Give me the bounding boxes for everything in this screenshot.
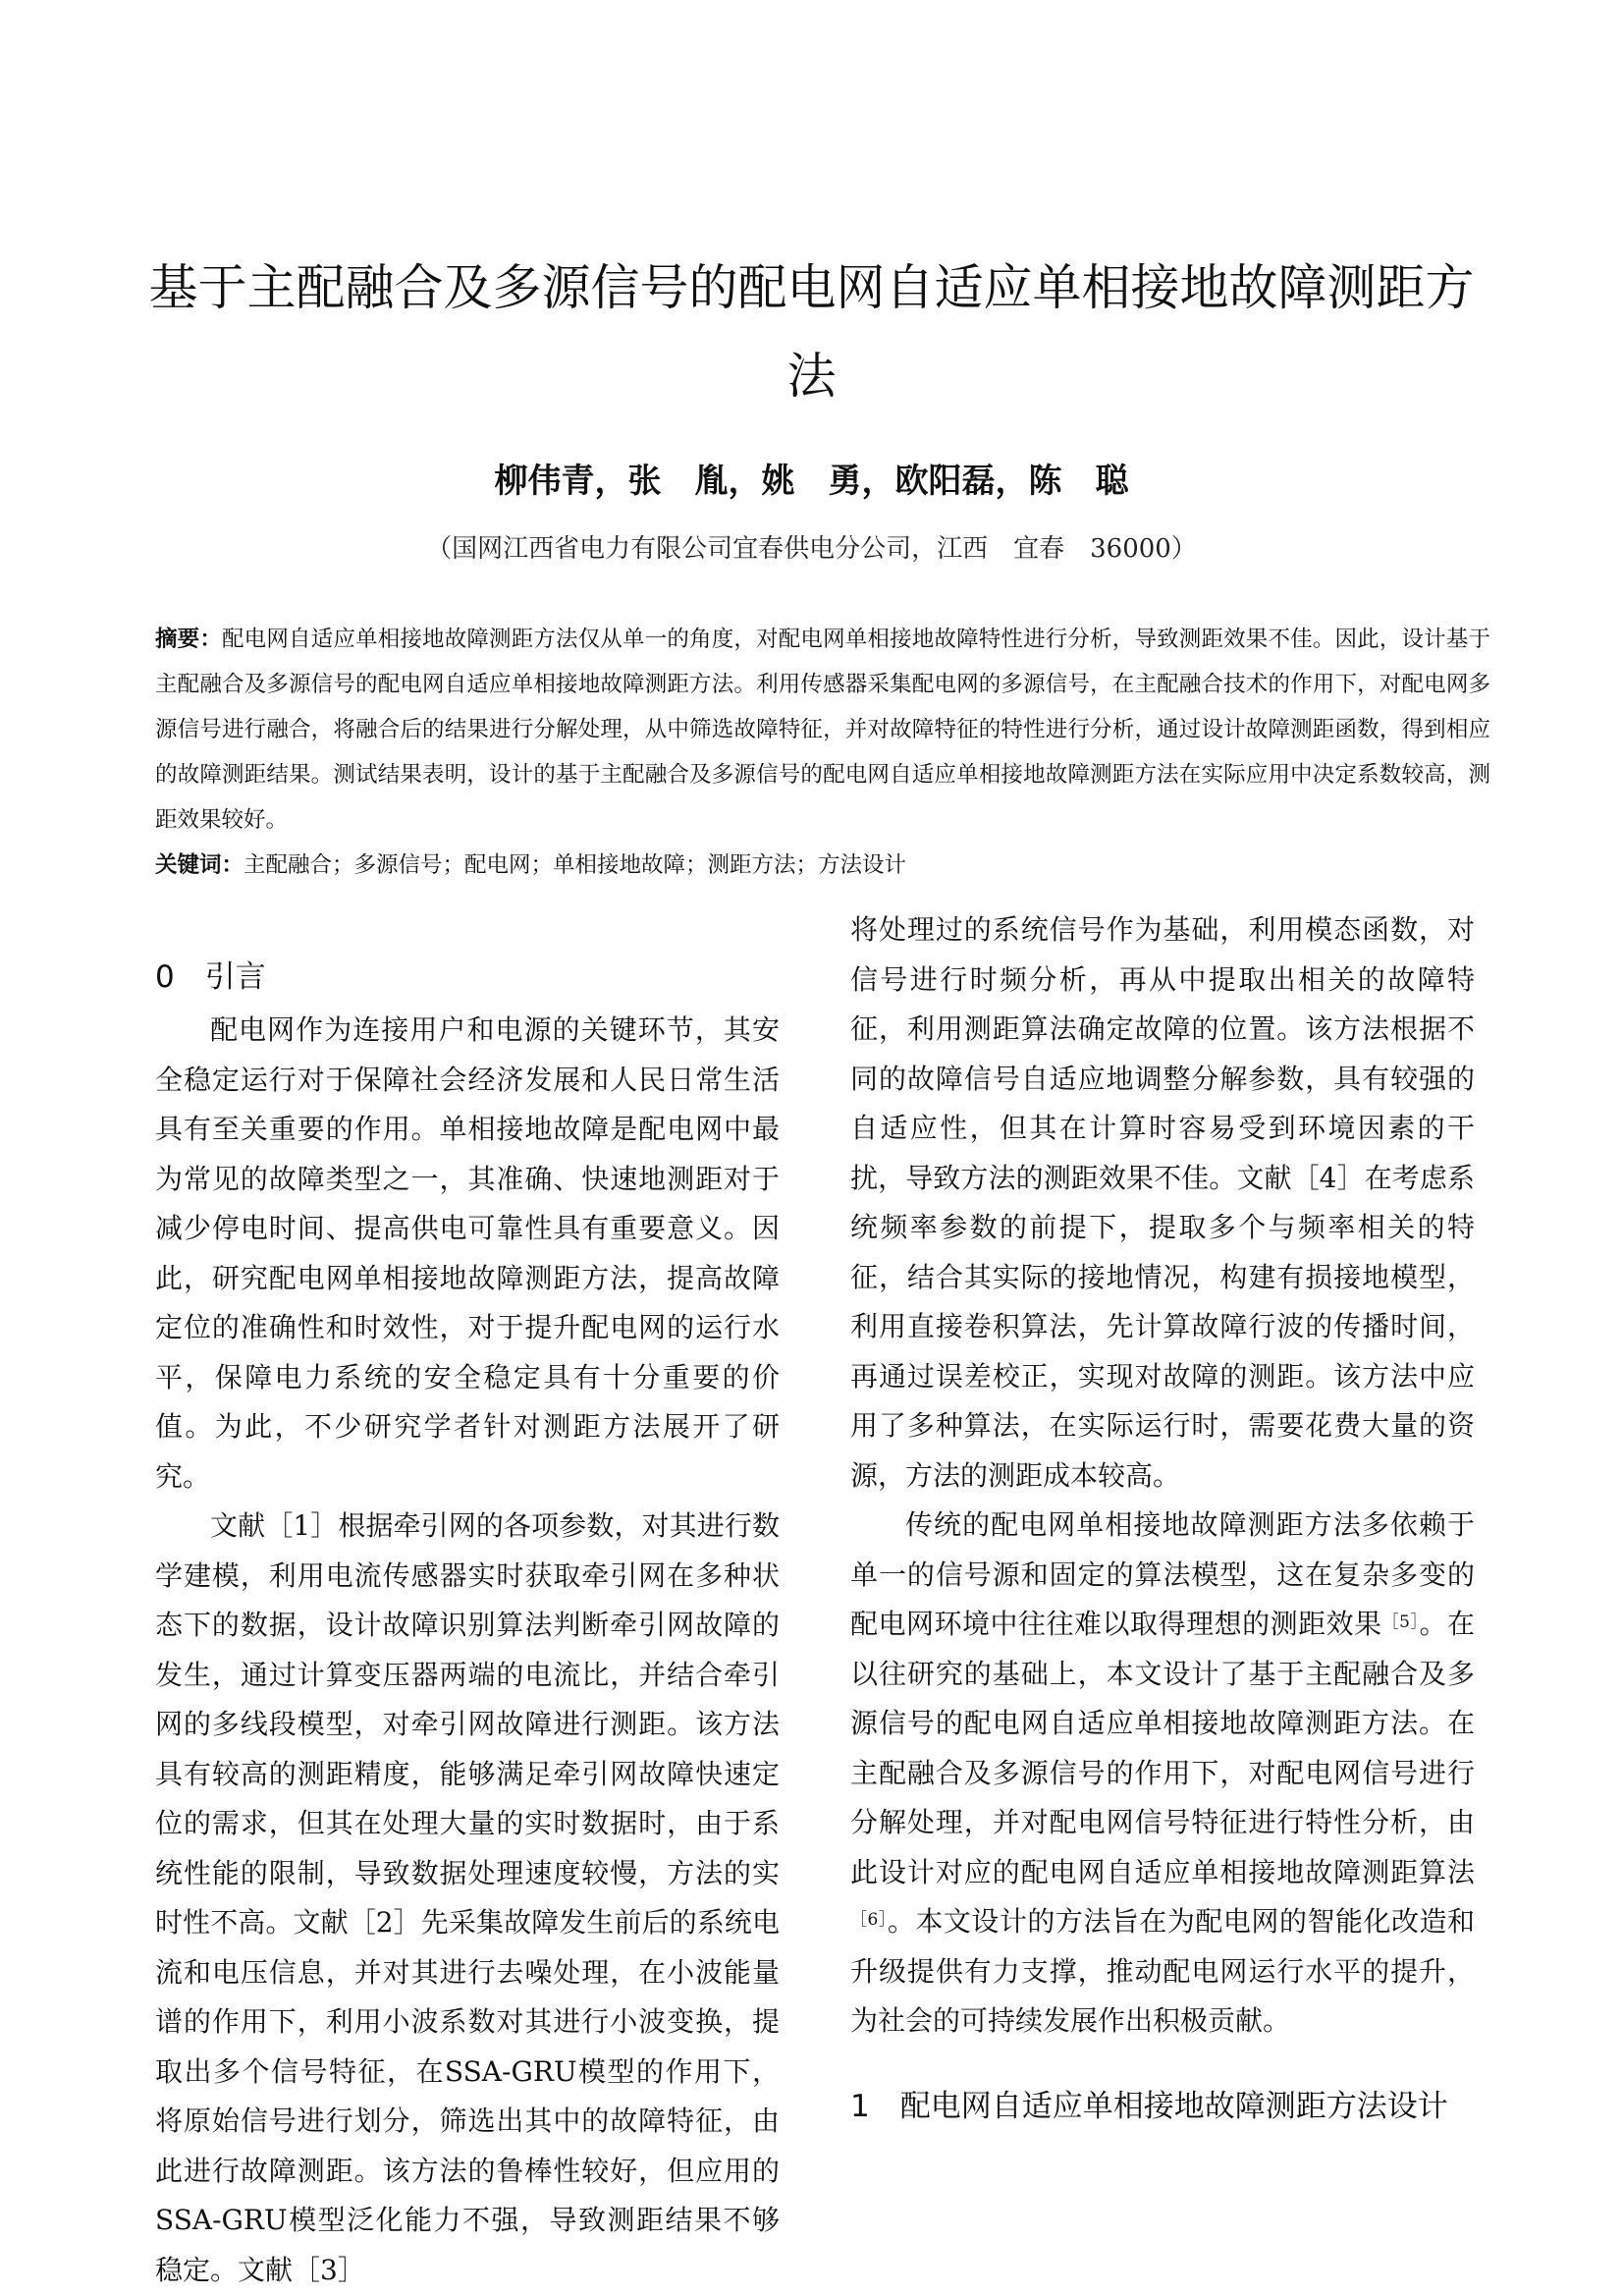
- abstract-text: 配电网自适应单相接地故障测距方法仅从单一的角度，对配电网单相接地故障特性进行分析，导致测距效果不佳。因此，设计基于主配融合及多源信号的配电网自适应单相接地故障测距方法。利用传感器采集配电网的多源信号，在主配融合技术的作用下，对配电网多源信号进行融合，将融合后的结果进行分解处理，从中筛选故障特征，并对故障特征的特性进行分析，通过设计故障测距函数，得到相应的故障测距结果。测试结果表明，设计的基于主配融合及多源信号的配电网自适应单相接地故障测距方法在实际应用中决定系数较高，测距效果较好。: [155, 627, 1490, 833]
- author-list: 柳伟青，张 胤，姚 勇，欧阳磊，陈 聪: [494, 462, 1129, 501]
- body-text: 。本文设计的方法旨在为配电网的智能化改造和升级提供有力支撑，推动配电网运行水平的提升，为社会的可持续发展作出积极贡献。: [850, 1905, 1475, 2037]
- body-text: 传统的配电网单相接地故障测距方法多依赖于单一的信号源和固定的算法模型，这在复杂多变的配电网环境中往往难以取得理想的测距效果: [850, 1508, 1475, 1640]
- paper-title: 基于主配融合及多源信号的配电网自适应单相接地故障测距方法: [148, 259, 1475, 405]
- body-paragraph: 配电网作为连接用户和电源的关键环节，其安全稳定运行对于保障社会经济发展和人民日常生活具有至关重要的作用。单相接地故障是配电网中最为常见的故障类型之一，其准确、快速地测距对于减少停电时间、提高供电可靠性具有重要意义。因此，研究配电网单相接地故障测距方法，提高故障定位的准确性和时效性，对于提升配电网的运行水平，保障电力系统的安全稳定具有十分重要的价值。为此，不少研究学者针对测距方法展开了研究。: [155, 1013, 780, 1493]
- keywords-paragraph: [155, 843, 1490, 888]
- abstract-paragraph: [155, 617, 1490, 843]
- body-paragraph-continued: 将处理过的系统信号作为基础，利用模态函数，对信号进行时频分析，再从中提取出相关的故障特征，利用测距算法确定故障的位置。该方法根据不同的故障信号自适应地调整分解参数，具有较强的自适应性，但其在计算时容易受到环境因素的干扰，导致方法的测距效果不佳。文献［4］在考虑系统频率参数的前提下，提取多个与频率相关的特征，结合其实际的接地情况，构建有损接地模型，利用直接卷积算法，先计算故障行波的传播时间，再通过误差校正，实现对故障的测距。该方法中应用了多种算法，在实际运行时，需要花费大量的资源，方法的测距成本较高。: [850, 913, 1475, 1492]
- body-paragraph: 文献［1］根据牵引网的各项参数，对其进行数学建模，利用电流传感器实时获取牵引网在多种状态下的数据，设计故障识别算法判断牵引网故障的发生，通过计算变压器两端的电流比，并结合牵引网的多线段模型，对牵引网故障进行测距。该方法具有较高的测距精度，能够满足牵引网故障快速定位的需求，但其在处理大量的实时数据时，由于系统性能的限制，导致数据处理速度较慢，方法的实时性不高。文献［2］先采集故障发生前后的系统电流和电压信息，并对其进行去噪处理，在小波能量谱的作用下，利用小波系数对其进行小波变换，提取出多个信号特征，在SSA-GRU模型的作用下，将原始信号进行划分，筛选出其中的故障特征，由此进行故障测距。该方法的鲁棒性较好，但应用的SSA-GRU模型泛化能力不强，导致测距结果不够稳定。文献［3］: [155, 1509, 780, 2286]
- right-column: [850, 905, 1475, 2131]
- keywords-text: 主配融合；多源信号；配电网；单相接地故障；测距方法；方法设计: [243, 852, 907, 878]
- citation-ref: ［5］: [1381, 1613, 1420, 1632]
- body-text: 。在以往研究的基础上，本文设计了基于主配融合及多源信号的配电网自适应单相接地故障测距方法。在主配融合及多源信号的作用下，对配电网信号进行分解处理，并对配电网信号特征进行特性分析，由此设计对应的配电网自适应单相接地故障测距算法: [850, 1608, 1475, 1888]
- body-paragraph: [850, 1501, 1475, 2047]
- section-heading-introduction: 0 引言: [155, 959, 266, 995]
- affiliation: （国网江西省电力有限公司宜春供电分公司，江西 宜春 36000）: [426, 534, 1197, 564]
- abstract-block: [155, 617, 1490, 888]
- title-block: [137, 244, 1486, 420]
- abstract-label: 摘要：: [155, 627, 223, 652]
- keywords-label: 关键词：: [155, 852, 244, 878]
- citation-ref: ［6］: [850, 1910, 888, 1930]
- section-heading-method: 1 配电网自适应单相接地故障测距方法设计: [850, 2088, 1448, 2124]
- left-column: [155, 953, 780, 2295]
